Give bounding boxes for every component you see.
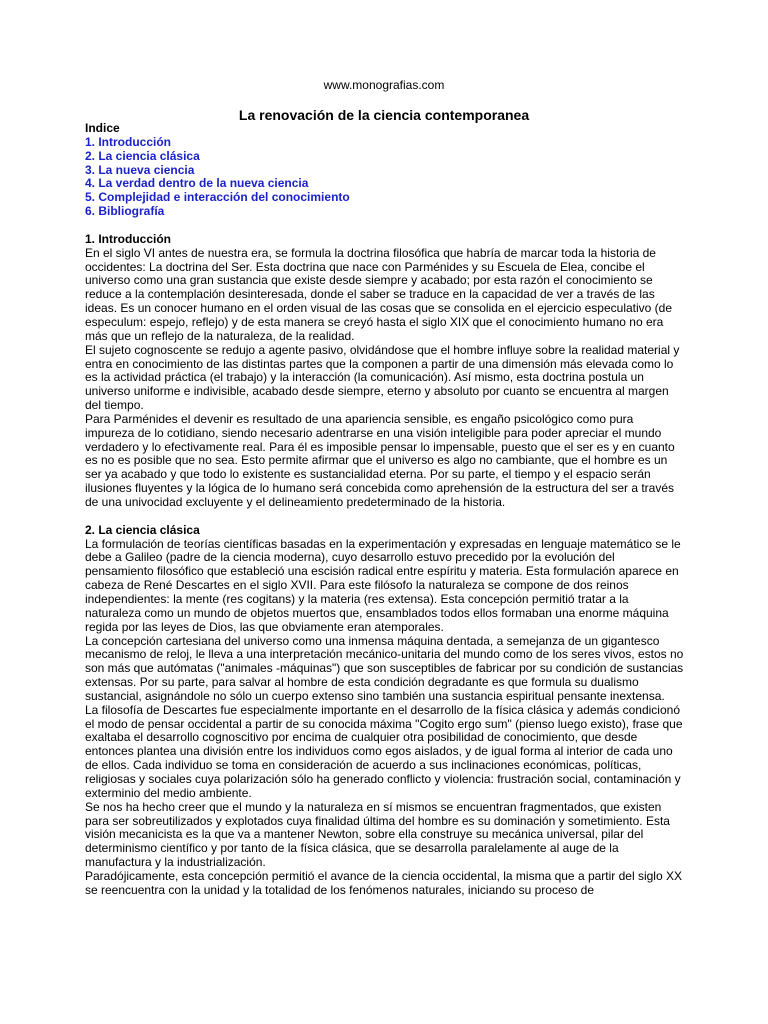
index-link-nueva-ciencia[interactable]: 3. La nueva ciencia (85, 162, 195, 177)
index-link-bibliografia[interactable]: 6. Bibliografía (85, 204, 165, 219)
paragraph: La formulación de teorías científicas basadas en la experimentación y expresadas en lenguaje matemático se le debe a Galileo (padre de la ciencia moderna), cuyo desarrollo estuvo precedido por la evolución del pensamiento filosófico que estableció una escisión radical entre espíritu y materia. Esta formulación aparece en cabeza de René Descartes en el siglo XVII. Para este filósofo la naturaleza se compone de dos reinos independientes: la mente (res cogitans) y la materia (res extensa). Esta concepción permitió tratar a la naturaleza como un mundo de objetos muertos que, ensamblados todos ellos formaban una enorme máquina regida por las leyes de Dios, las que obviamente eran atemporales. (85, 536, 681, 634)
section-title-introduccion: 1. Introducción (85, 231, 172, 246)
paragraph: En el siglo VI antes de nuestra era, se formula la doctrina filosófica que habría de marcar toda la historia de occidentes: La doctrina del Ser. Esta doctrina que nace con Parménides y su Escuela de Elea, concibe el universo como una gran sustancia que existe desde siempre y acabado; por esta razón el conocimiento se reduce a la contemplación desinteresada, donde el saber se traduce en la capacidad de ver a través de las ideas. Es un conocer humano en el orden visual de las cosas que se consolida en el ejercicio especulativo (de especulum: espejo, reflejo) y de esta manera se creyó hasta el siglo XIX que el conocimiento humano no era más que un reflejo de la naturaleza, de la realidad. (85, 245, 673, 343)
paragraph: Se nos ha hecho creer que el mundo y la naturaleza en sí mismos se encuentran fragmentados, que existen para ser sobreutilizados y explotados cuya finalidad última del hombre es su dominación y sometimiento. Esta visión mecanicista es la que va a mantener Newton, sobre ella construye su mecánica universal, pilar del determinismo científico y por tanto de la física clásica, que se desarrolla paralelamente al auge de la manufactura y la industrialización. (85, 799, 670, 870)
index-link-complejidad[interactable]: 5. Complejidad e interacción del conocimiento (85, 190, 350, 205)
paragraph: Paradójicamente, esta concepción permitió el avance de la ciencia occidental, la misma que a partir del siglo XX se reencuentra con la unidad y la totalidad de los fenómenos naturales, iniciando su proceso de (85, 868, 682, 897)
paragraph: La concepción cartesiana del universo como una inmensa máquina dentada, a semejanza de un gigantesco mecanismo de reloj, le lleva a una interpretación mecánico-unitaria del mundo como de los seres vivos, estos no son más que autómatas ("animales -máquinas") que son susceptibles de fabricar por su condición de sustancias extensas. Por su parte, para salvar al hombre de esta condición degradante es que formula su dualismo sustancial, asignándole no sólo un cuerpo extenso sino también una sustancia espiritual pensante inextensa. (85, 633, 684, 703)
section-title-ciencia-clasica: 2. La ciencia clásica (85, 522, 200, 537)
paragraph: Para Parménides el devenir es resultado de una apariencia sensible, es engaño psicológico como pura impureza de lo cotidiano, siendo necesario adentrarse en una visión inteligible para poder apreciar el mundo verdadero y lo efectivamente real. Para él es imposible pensar lo impensable, puesto que el ser es y en cuanto es no es posible que no sea. Esto permite afirmar que el universo es algo no cambiante, que el hombre es un ser ya acabado y que todo lo existente es sustancialidad eterna. Por su parte, el tiempo y el espacio serán ilusiones fluyentes y la lógica de lo humano será concebida como aprehensión de la estructura del ser a través de una univocidad excluyente y el delineamiento predeterminado de la historia. (85, 411, 675, 509)
index-list (85, 136, 685, 219)
index-link-introduccion[interactable]: 1. Introducción (85, 134, 172, 149)
paragraph: El sujeto cognoscente se redujo a agente pasivo, olvidándose que el hombre influye sobre la realidad material y entra en conocimiento de las distintas partes que la componen a partir de una dimensión más elevada como lo es la actividad práctica (el trabajo) y la interacción (la comunicación). Así mismo, esta doctrina postula un universo uniforme e indivisible, acabado desde siempre, eterno y absoluto por cuanto se encuentra al margen del tiempo. (85, 342, 680, 413)
index-link-ciencia-clasica[interactable]: 2. La ciencia clásica (85, 148, 200, 163)
paragraph: La filosofía de Descartes fue especialmente importante en el desarrollo de la física clásica y además condicionó el modo de pensar occidental a partir de su conocida máxima "Cogito ergo sum" (pienso luego existo), frase que exaltaba el desarrollo cognoscitivo por encima de cualquier otra posibilidad de conocimiento, que desde entonces plantea una división entre los individuos como egos aislados, y de igual forma al interior de cada uno de ellos. Cada individuo se toma en consideración de acuerdo a sus inclinaciones económicas, políticas, religiosas y sociales cuya polarización sólo ha generado conflicto y violencia: frustración social, contaminación y exterminio del medio ambiente. (85, 702, 683, 800)
header-url: www.monografias.com (323, 78, 445, 92)
index-link-verdad[interactable]: 4. La verdad dentro de la nueva ciencia (85, 176, 309, 191)
document-title: La renovación de la ciencia contemporanea (238, 107, 530, 123)
document-content (85, 122, 685, 898)
index-heading: Indice (85, 121, 120, 135)
